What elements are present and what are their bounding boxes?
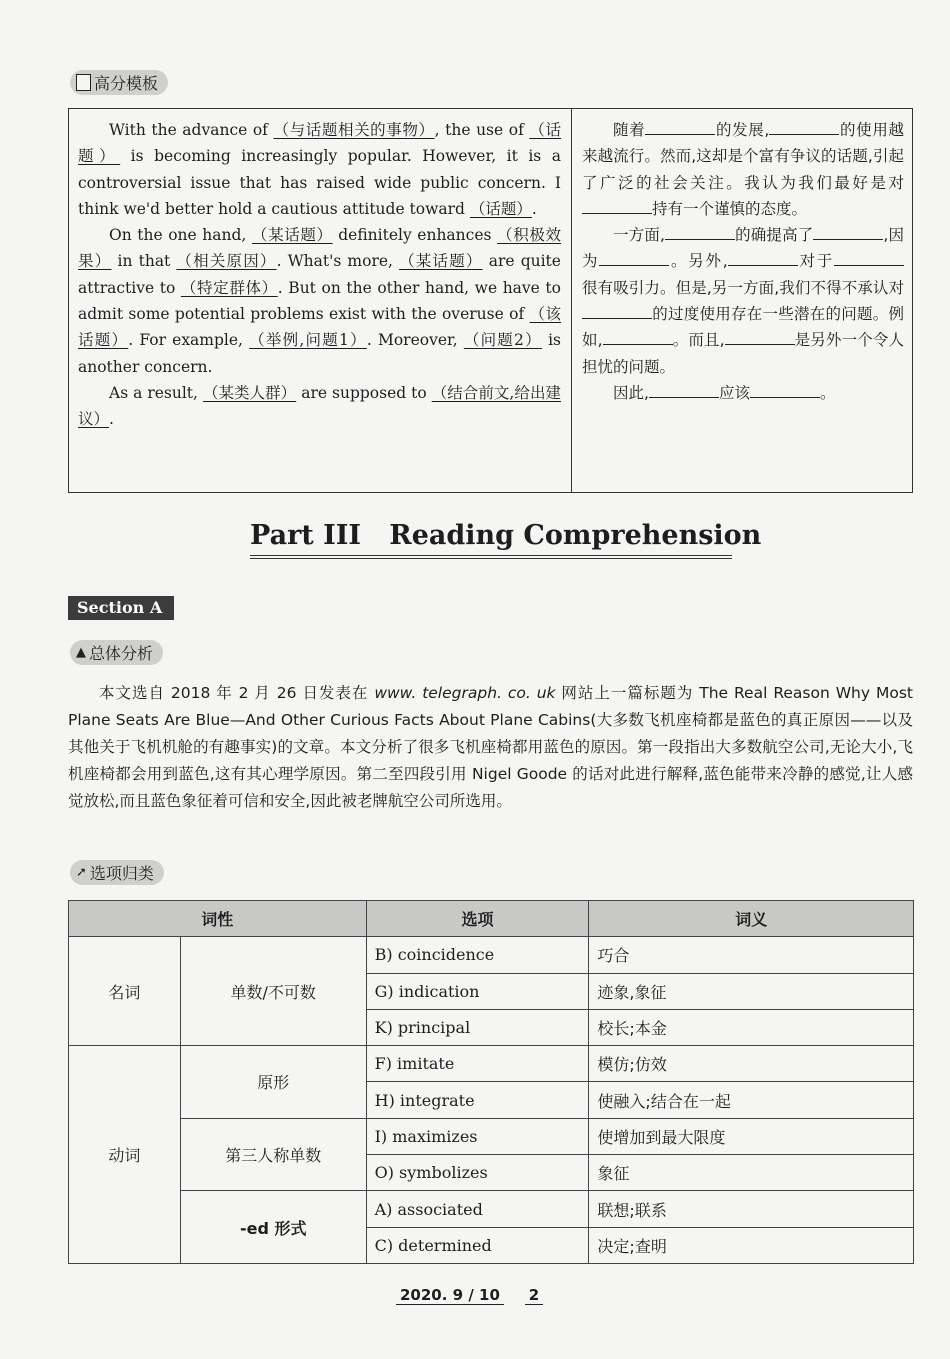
meaning-cell: 决定;查明 [589,1227,914,1263]
fill-blank [649,382,719,398]
part-title: Part III Reading Comprehension [250,520,732,559]
template-english-column [69,109,572,492]
meaning-cell: 迹象,象征 [589,973,914,1009]
meaning-cell: 联想;联系 [589,1191,914,1227]
triangle-icon: ▲ [76,645,86,660]
fill-blank [582,303,652,319]
english-paragraph: As a result, （某类人群） are supposed to （结合前文,给出建议）. [78,383,561,429]
fill-blank [750,382,820,398]
section-label: Section A [68,596,174,620]
fill-blank [645,119,715,135]
option-cell: B) coincidence [366,937,589,973]
page-number: 2 [525,1286,543,1305]
meaning-cell: 巧合 [589,937,914,973]
option-cell: H) integrate [366,1082,589,1118]
placeholder-text: （问题2） [463,331,542,350]
analysis-paragraph: 本文选自 2018 年 2 月 26 日发表在 www. telegraph. co. uk 网站上一篇标题为 The Real Reason Why Most Plane Seats Are Blue—And Other Curious Facts About Plane Cabins(大多数飞机座椅都是蓝色的真正原因——以及其他关于飞机机舱的有趣事实)的文章。本文分析了很多飞机座椅都用蓝色的原因。第一段指出大多数航空公司,无论大小,飞机座椅都会用到蓝色,这有其心理学原因。第二至四段引用 Nigel Goode 的话对此进行解释,蓝色能带来冷静的感觉,让人感觉放松,而且蓝色象征着可信和安全,因此被老牌航空公司所选用。 [68,684,913,810]
sub-singular: 单数/不可数 [180,937,366,1046]
table-row [69,1191,914,1227]
chinese-paragraph: 因此, 应该 。 [613,383,836,402]
placeholder-text: （某类人群） [202,383,297,402]
placeholder-text: （相关原因） [176,252,277,271]
meaning-cell: 使增加到最大限度 [589,1118,914,1154]
sub-base: 原形 [180,1046,366,1119]
sub-ed-form: -ed 形式 [180,1191,366,1264]
fill-blank [603,329,673,345]
option-cell: I) maximizes [366,1118,589,1154]
options-tag-label: 选项归类 [89,864,154,883]
fill-blank [582,198,652,214]
options-tag [70,860,164,885]
placeholder-text: （特定群体） [180,278,278,297]
placeholder-text: （话题） [78,121,561,166]
meaning-cell: 象征 [589,1155,914,1191]
header-pos: 词性 [69,901,367,937]
table-row [69,937,914,973]
template-tag [70,70,168,95]
option-cell: K) principal [366,1009,589,1045]
checkbox-square-icon [76,74,91,91]
website-url: www. telegraph. co. uk [374,684,556,702]
placeholder-text: （积极效果） [78,226,561,271]
placeholder-text: （与话题相关的事物） [273,121,435,139]
template-tag-label: 高分模板 [94,74,159,93]
chinese-paragraph: 一方面, 的确提高了 ,因为 。另外, 对于很有吸引力。但是,另一方面,我们不得不承认对的过度使用存在一些潜在的问题。例如, 。而且, 是另外一个令人担忧的问题。 [582,226,904,376]
meaning-cell: 模仿;仿效 [589,1046,914,1082]
placeholder-text: （某话题） [251,226,333,245]
arrow-icon: ➚ [76,865,87,880]
option-cell: C) determined [366,1227,589,1263]
placeholder-text: （话题） [469,199,532,218]
option-cell: F) imitate [366,1046,589,1082]
placeholder-text: （该话题） [78,305,561,350]
placeholder-text: （举例,问题1） [249,331,367,350]
article-analysis [68,680,913,815]
fill-blank [599,250,669,266]
analysis-tag-label: 总体分析 [89,644,154,663]
issue-number: 2020. 9 / 10 [396,1286,504,1305]
pos-verb: 动词 [69,1046,181,1264]
template-table [68,108,913,493]
option-cell: O) symbolizes [366,1155,589,1191]
fill-blank [834,250,904,266]
sub-third-person: 第三人称单数 [180,1118,366,1191]
meaning-cell: 校长;本金 [589,1009,914,1045]
meaning-cell: 使融入;结合在一起 [589,1082,914,1118]
fill-blank [728,250,798,266]
template-chinese-column [572,109,912,492]
fill-blank [665,224,735,240]
pos-noun: 名词 [69,937,181,1046]
options-table [68,900,914,1264]
english-paragraph: With the advance of （与话题相关的事物）, the use of （话题） is becoming increasingly popular. However, it is a controversial issue that has raised wide public concern. I think we'd better hold a cautious attitude toward （话题）. [78,121,561,218]
option-cell: G) indication [366,973,589,1009]
placeholder-text: （某话题） [399,252,483,271]
fill-blank [725,329,795,345]
chinese-paragraph: 随着 的发展, 的使用越来越流行。然而,这却是个富有争议的话题,引起了广泛的社会关注。我认为我们最好是对持有一个谨慎的态度。 [582,121,904,218]
page-footer [396,1286,543,1304]
placeholder-text: （结合前文,给出建议） [78,383,561,429]
table-row [69,1118,914,1154]
analysis-tag [70,640,163,665]
header-option: 选项 [366,901,589,937]
fill-blank [769,119,839,135]
fill-blank [813,224,883,240]
english-paragraph: On the one hand, （某话题） definitely enhances （积极效果） in that （相关原因）. What's more, （某话题） are quite attractive to （特定群体）. But on the other hand, we have to admit some potential problems exist with the overuse of （该话题）. For example, （举例,问题1）. Moreover, （问题2） is another concern. [78,226,561,376]
header-meaning: 词义 [589,901,914,937]
table-row [69,1046,914,1082]
option-cell: A) associated [366,1191,589,1227]
